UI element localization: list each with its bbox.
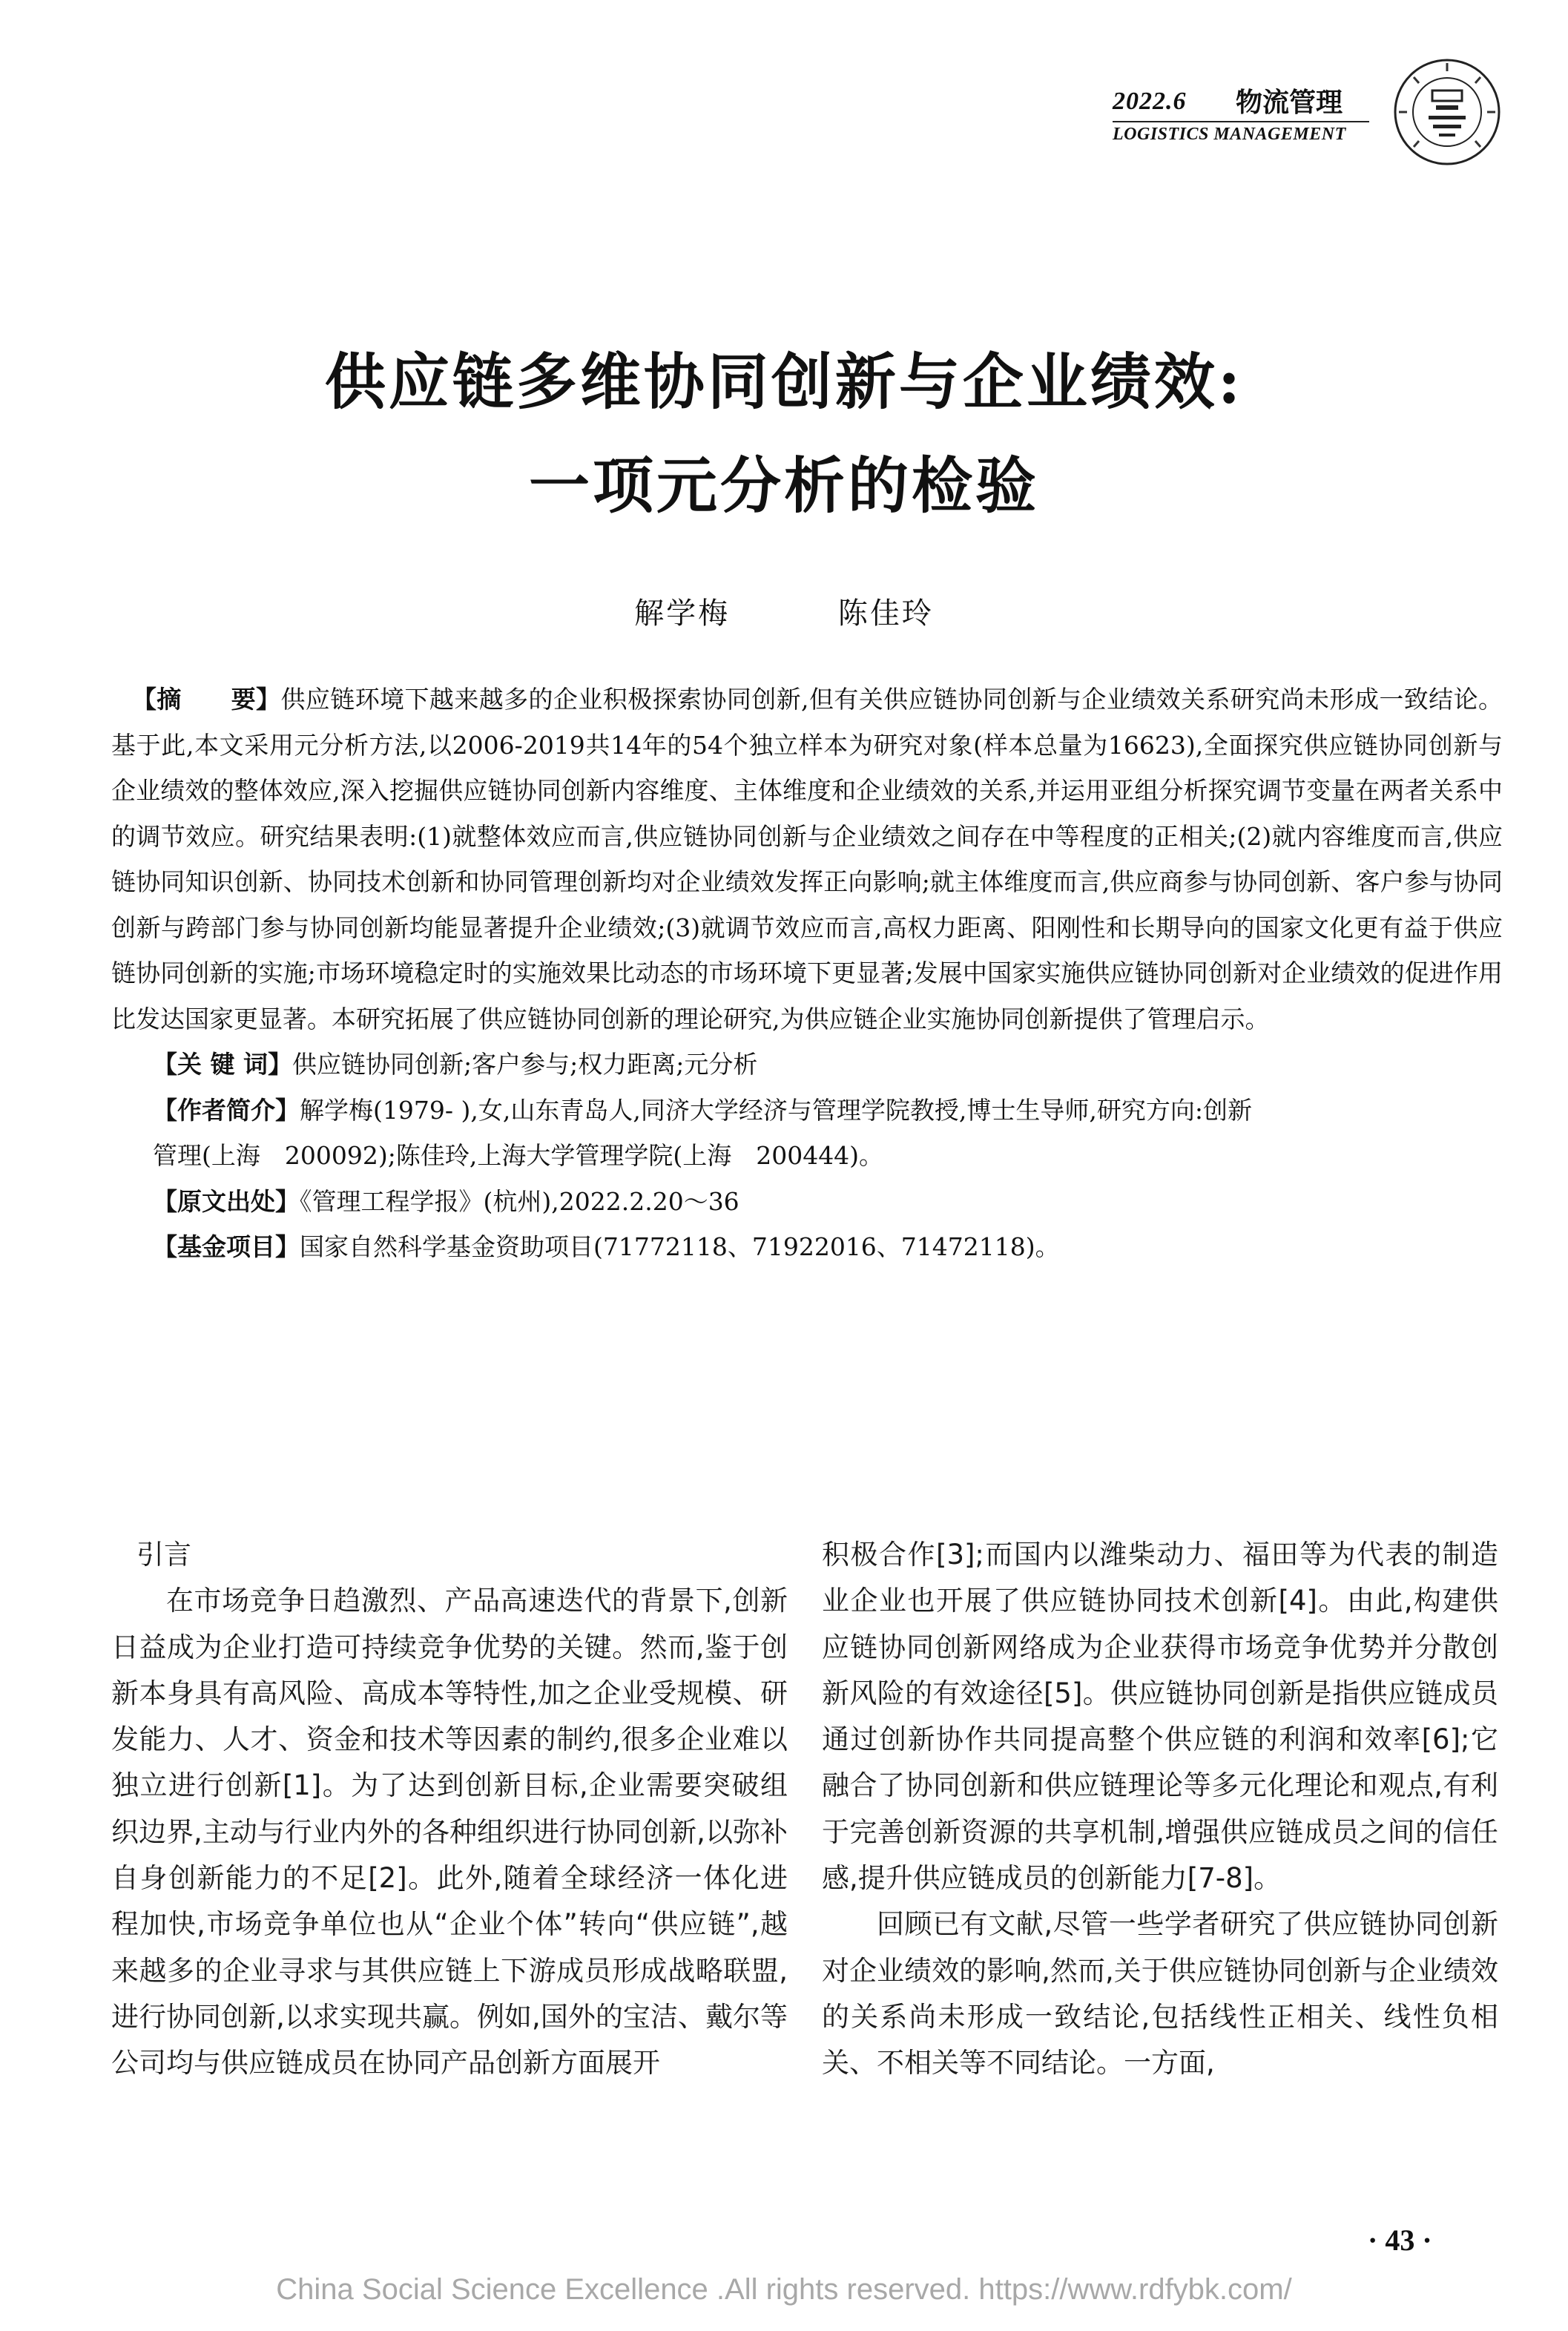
author-introduction xyxy=(111,1088,1503,1179)
author-name: 陈佳玲 xyxy=(837,596,934,631)
body-paragraph: 回顾已有文献,尽管一些学者研究了供应链协同创新对企业绩效的影响,然而,关于供应链协同创新与企业绩效的关系尚未形成一致结论,包括线性正相关、线性负相关、不相关等不同结论。一方面, xyxy=(822,1908,1498,2080)
information-center-seal-logo xyxy=(1391,56,1503,168)
article-title-line-2: 一项元分析的检验 xyxy=(528,450,1039,522)
source-text: 《管理工程学报》(杭州),2022.2.20～36 xyxy=(300,1186,739,1216)
abstract xyxy=(111,677,1503,1042)
original-source xyxy=(111,1179,1503,1225)
keywords-text: 供应链协同创新;客户参与;权力距离;元分析 xyxy=(291,1050,758,1079)
body-column-right xyxy=(822,1532,1498,2087)
abstract-text: 供应链环境下越来越多的企业积极探索协同创新,但有关供应链协同创新与企业绩效关系研究尚未形成一致结论。基于此,本文采用元分析方法,以2006-2019共14年的54个独立样本为研究对象(样本总量为16623),全面探究供应链协同创新与企业绩效的整体效应,深入挖掘供应链协同创新内容维度、主体维度和企业绩效的关系,并运用亚组分析探究调节变量在两者关系中的调节效应。研究结果表明:(1)就整体效应而言,供应链协同创新与企业绩效之间存在中等程度的正相关;(2)就内容维度而言,供应链协同知识创新、协同技术创新和协同管理创新均对企业绩效发挥正向影响;就主体维度而言,供应商参与协同创新、客户参与协同创新与跨部门参与协同创新均能显著提升企业绩效;(3)就调节效应而言,高权力距离、阳刚性和长期导向的国家文化更有益于供应链协同创新的实施;市场环境稳定时的实施效果比动态的市场环境下更显著;发展中国家实施供应链协同创新对企业绩效的促进作用比发达国家更显著。本研究拓展了供应链协同创新的理论研究,为供应链企业实施协同创新提供了管理启示。 xyxy=(111,685,1503,1033)
funding-label: 【基金项目】 xyxy=(153,1232,300,1261)
author-list xyxy=(0,590,1568,632)
header-journal-english: LOGISTICS MANAGEMENT xyxy=(1113,125,1346,144)
author-intro-label: 【作者简介】 xyxy=(153,1095,300,1125)
body-paragraph: 在市场竞争日趋激烈、产品高速迭代的背景下,创新日益成为企业打造可持续竞争优势的关键。然而,鉴于创新本身具有高风险、高成本等特性,加之企业受规模、研发能力、人才、资金和技术等因素的制约,很多企业难以独立进行创新[1]。为了达到创新目标,企业需要突破组织边界,主动与行业内外的各种组织进行协同创新,以弥补自身创新能力的不足[2]。此外,随着全球经济一体化进程加快,市场竞争单位也从“企业个体”转向“供应链”,越来越多的企业寻求与其供应链上下游成员形成战略联盟,进行协同创新,以求实现共赢。例如,国外的宝洁、戴尔等公司均与供应链成员在协同产品创新方面展开 xyxy=(111,1585,788,2080)
funding-text: 国家自然科学基金资助项目(71772118、71922016、71472118)。 xyxy=(300,1232,1060,1261)
author-intro-line-2: 管理(上海 200092);陈佳玲,上海大学管理学院(上海 200444)。 xyxy=(153,1141,884,1170)
article-title-line-1: 供应链多维协同创新与企业绩效: xyxy=(324,346,1244,418)
page-number: · 43 · xyxy=(1368,2223,1432,2257)
header-rule xyxy=(1113,121,1369,122)
author-name: 解学梅 xyxy=(634,596,731,631)
header-journal-name: 物流管理 xyxy=(1236,87,1343,118)
copyright-footer: China Social Science Excellence .All rights reserved. https://www.rdfybk.com/ xyxy=(276,2273,1292,2306)
keywords-label: 【关 键 词】 xyxy=(153,1050,292,1079)
body-column-left xyxy=(111,1532,788,2087)
source-label: 【原文出处】 xyxy=(153,1186,300,1216)
body-paragraph: 积极合作[3];而国内以潍柴动力、福田等为代表的制造业企业也开展了供应链协同技术创新[4]。由此,构建供应链协同创新网络成为企业获得市场竞争优势并分散创新风险的有效途径[5]。供应链协同创新是指供应链成员通过创新协作共同提高整个供应链的利润和效率[6];它融合了协同创新和供应链理论等多元化理论和观点,有利于完善创新资源的共享机制,增强供应链成员之间的信任感,提升供应链成员的创新能力[7-8]。 xyxy=(822,1539,1498,1895)
header-year-issue: 2022.6 xyxy=(1113,88,1187,115)
section-heading: 引言 xyxy=(136,1539,191,1571)
abstract-label: 【摘 要】 xyxy=(132,685,281,714)
author-intro-line-1: 解学梅(1979- ),女,山东青岛人,同济大学经济与管理学院教授,博士生导师,研究方向:创新 xyxy=(300,1095,1252,1125)
keywords xyxy=(111,1042,1503,1088)
abstract-block xyxy=(111,677,1503,1270)
funding xyxy=(111,1224,1503,1270)
